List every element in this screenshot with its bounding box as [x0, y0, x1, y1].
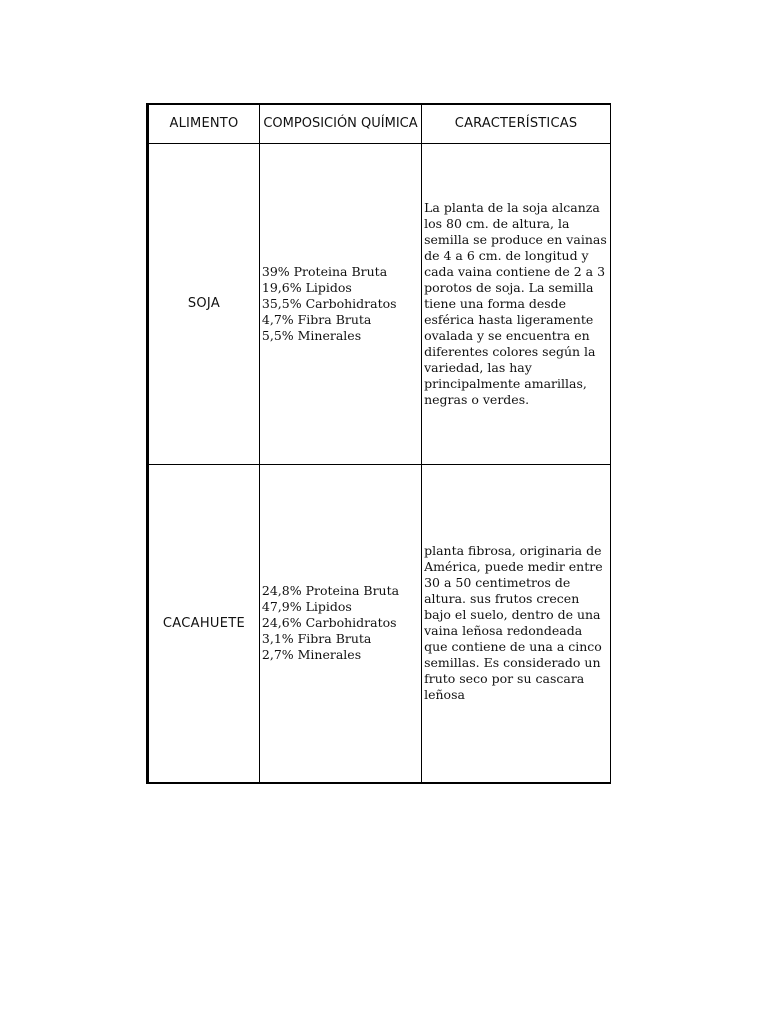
- table-header-row: [148, 104, 611, 143]
- composition-line: 2,7% Minerales: [261, 647, 362, 663]
- header-composition: COMPOSICIÓN QUÍMICA: [259, 104, 421, 143]
- composition-line: 4,7% Fibra Bruta: [261, 311, 372, 327]
- composition-cell: [259, 464, 421, 783]
- composition-line: 24,6% Carbohidratos: [261, 615, 397, 631]
- table-row: [148, 143, 611, 464]
- header-characteristics: CARACTERÍSTICAS: [422, 104, 611, 143]
- food-name-cell: CACAHUETE: [148, 464, 260, 783]
- header-food: ALIMENTO: [148, 104, 260, 143]
- characteristics-cell: planta fibrosa, originaria de América, puede medir entre 30 a 50 centimetros de altura. sus frutos crecen bajo el suelo, dentro de una vaina leñosa redondeada que contiene de una a cinco semillas. Es considerado un fruto seco por su cascara leñosa: [422, 464, 611, 783]
- food-composition-table: [146, 103, 611, 784]
- composition-line: 5,5% Minerales: [261, 327, 362, 343]
- characteristics-cell: La planta de la soja alcanza los 80 cm. de altura, la semilla se produce en vainas de 4 a 6 cm. de longitud y cada vaina contiene de 2 a 3 porotos de soja. La semilla tiene una forma desde esférica hasta ligeramente ovalada y se encuentra en diferentes colores según la variedad, las hay principalmente amarillas, negras o verdes.: [422, 143, 611, 464]
- composition-line: 19,6% Lipidos: [261, 279, 352, 295]
- table-row: [148, 464, 611, 783]
- composition-cell: [259, 143, 421, 464]
- composition-line: 39% Proteina Bruta: [261, 263, 388, 279]
- composition-line: 3,1% Fibra Bruta: [261, 631, 372, 647]
- food-name-cell: SOJA: [148, 143, 260, 464]
- composition-line: 35,5% Carbohidratos: [261, 295, 397, 311]
- composition-line: 47,9% Lipidos: [261, 599, 352, 615]
- composition-line: 24,8% Proteina Bruta: [261, 583, 400, 599]
